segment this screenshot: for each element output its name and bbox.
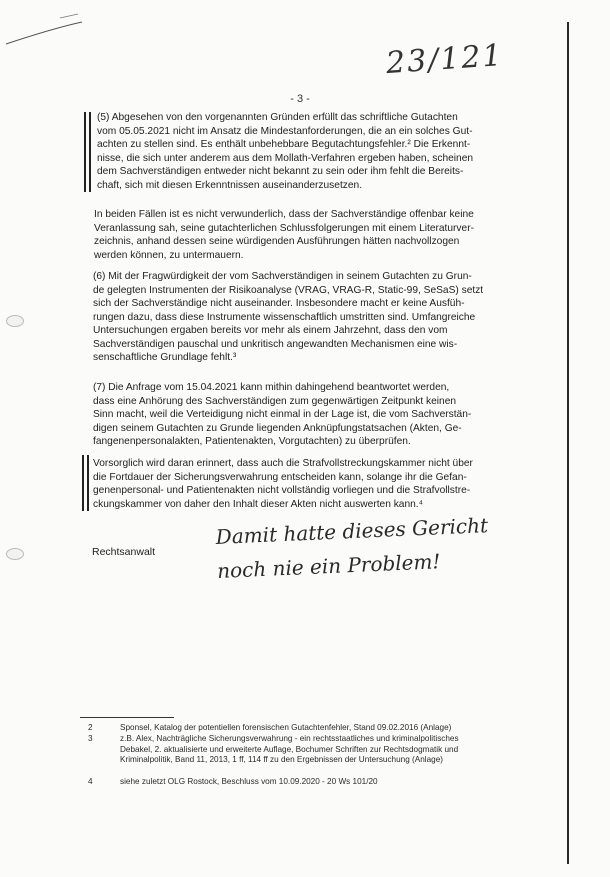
footnote-divider <box>80 717 174 718</box>
footnote-3 <box>88 734 548 778</box>
handwritten-ref-text: 23/121 <box>384 37 505 82</box>
handwritten-annotation: Damit hatte dieses Gericht noch nie ein Problem! <box>215 513 489 583</box>
paragraph-5: (5) Abgesehen von den vorgenannten Gründen erfüllt das schriftliche Gutachten vom 05.05.2021 nicht im Ansatz die Mindestanforderungen, die an ein solches Gut- achten zu stellen sind. Es enthält unbehebbare Begutachtungsfehler.² Die Erkennt- nisse, die sich unter anderem aus dem Mollath-Verfahren ergeben haben, scheinen dem Sachverständigen entweder nicht bekannt zu sein oder ihm fehlt die Bereits- chaft, sich mit diesen Erkenntnissen auseinanderzusetzen. <box>97 112 474 191</box>
paragraph-literature: In beiden Fällen ist es nicht verwunderlich, dass der Sachverständige offenbar keine Veranlassung sah, seine gutachterlichen Schlussfolgerungen mit einem Literaturver- zeichnis, anhand dessen seine würdigenden Ausführungen hätten nachvollzogen werden können, zu untermauern. <box>94 209 474 261</box>
page-number: - 3 - <box>290 93 310 105</box>
paragraph-7: (7) Die Anfrage vom 15.04.2021 kann mithin dahingehend beantwortet werden, dass eine Anhörung des Sachverständigen zum gegenwärtigen Zeitpunkt keinen Sinn macht, weil die Verteidigung nicht einmal in der Lage ist, die vom Sachverstän- digen seinem Gutachten zu Grunde liegenden Anknüpfungstatsachen (Akten, Ge- fangenenpersonalakten, Patientenakten, Vorgutachten) zu überprüfen. <box>93 382 472 447</box>
footnote-text: siehe zuletzt OLG Rostock, Beschluss vom 10.09.2020 - 20 Ws 101/20 <box>120 777 378 786</box>
margin-mark-bar <box>89 112 91 192</box>
footnote-text: z.B. Alex, Nachträgliche Sicherungsverwahrung - ein rechtsstaatliches und kriminalpolitisches Debakel, 2. aktualisierte und erweiterte Auflage, Bochumer Schriften zur Rechtsdogmatik und Kriminalpolitik, Band 11, 2013, 1 ff, 114 ff zu den Ergebnissen der Untersuchung (Anlage) <box>120 734 459 765</box>
margin-mark-bar <box>82 455 84 511</box>
footnote-text: Sponsel, Katalog der potentiellen forensischen Gutachtenfehler, Stand 09.02.2016 (Anlage) <box>120 723 452 732</box>
paragraph-reminder: Vorsorglich wird daran erinnert, dass auch die Strafvollstreckungskammer nicht über die Fortdauer der Sicherungsverwahrung entscheiden kann, solange ihr die Gefan- genenpersonal- und Patientenakten nicht vollständig vorliegen und die Strafvollstre- ckungskammer von daher den Inhalt dieser Akten nicht auswerten kann.⁴ <box>93 458 473 510</box>
signoff-rechtsanwalt: Rechtsanwalt <box>92 546 156 558</box>
footnote-4 <box>88 777 548 789</box>
scan-edge-line <box>567 22 569 864</box>
margin-mark-bar <box>87 455 89 511</box>
pen-scribble-mark <box>0 0 120 60</box>
footnote-number: 3 <box>88 734 93 743</box>
paragraph-6: (6) Mit der Fragwürdigkeit der vom Sachverständigen in seinem Gutachten zu Grun- de gelegten Instrumenten der Risikoanalyse (VRAG, VRAG-R, Static-99, SeSaS) setzt sich der Sachverständige nicht auseinander. Insbesondere macht er keine Ausfüh- rungen dazu, dass diese Instrumente wissenschaftlich umstritten sind. Umfangreiche Untersuchungen ergaben bereits vor mehr als einem Jahrzehnt, dass den vom Sachverständigen pauschal und unkritisch angewandten Mechanismen eine wis- senschaftliche Grundlage fehlt.³ <box>93 271 484 363</box>
punch-hole-mark <box>6 548 24 560</box>
margin-mark-bar <box>84 112 86 192</box>
footnote-number: 2 <box>88 723 93 732</box>
handwritten-page-reference <box>384 37 505 82</box>
footnote-number: 4 <box>88 777 93 786</box>
punch-hole-mark <box>6 315 24 327</box>
